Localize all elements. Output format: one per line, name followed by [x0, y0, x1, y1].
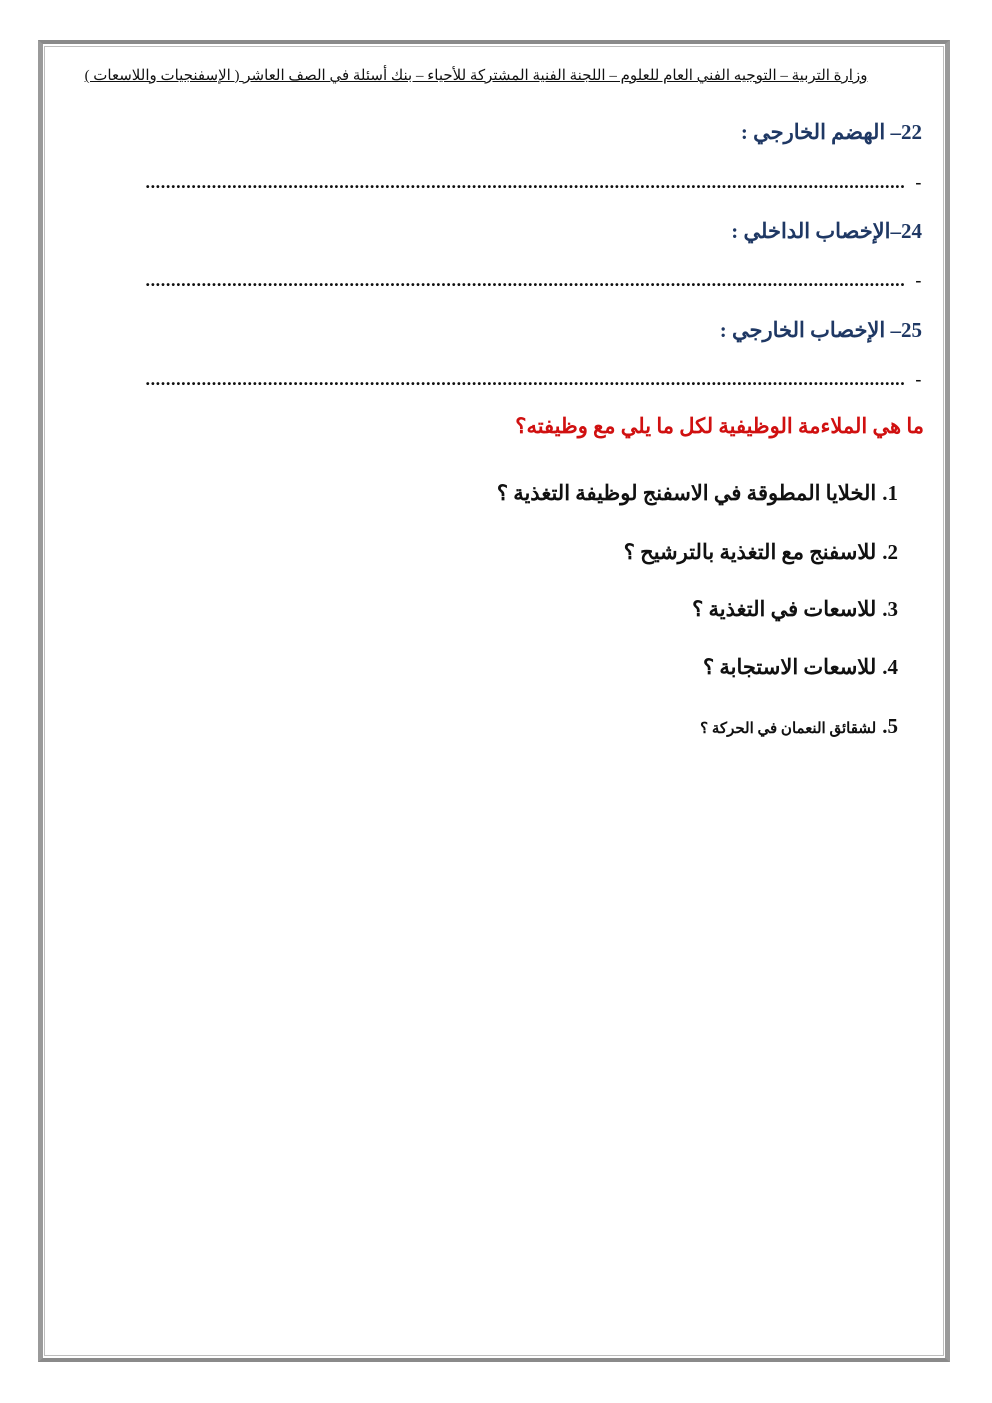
question-number: 25: [901, 318, 922, 342]
answer-line-22[interactable]: [72, 172, 922, 196]
list-item-3: [692, 597, 898, 622]
item-number: 4.: [882, 655, 898, 679]
question-label: –الإخصاب الداخلي :: [731, 219, 901, 243]
item-text: للاسفنج مع التغذية بالترشيح ؟: [623, 540, 877, 564]
page-header: وزارة التربية – التوجيه الفني العام للعلوم – اللجنة الفنية المشتركة للأحياء – بنك أسئلة في الصف العاشر ( الإسفنجيات واللاسعات ): [84, 68, 868, 84]
answer-dash: -: [915, 369, 922, 389]
list-item-5: [700, 714, 898, 739]
item-text: للاسعات الاستجابة ؟: [702, 655, 877, 679]
section-title: ما هي الملاءمة الوظيفية لكل ما يلي مع وظيفته؟: [515, 414, 924, 438]
question-24: [731, 219, 922, 244]
answer-dash: -: [915, 172, 922, 192]
item-number: 2.: [882, 540, 898, 564]
answer-dots: .....................................................................................................................................................: [145, 369, 906, 389]
item-number: 1.: [882, 481, 898, 505]
item-text: للاسعات في التغذية ؟: [692, 597, 877, 621]
list-item-4: [703, 655, 898, 680]
question-22: [741, 120, 922, 145]
question-25: [720, 318, 922, 343]
item-text: لشقائق النعمان في الحركة ؟: [700, 721, 877, 737]
item-text: الخلايا المطوقة في الاسفنج لوظيفة التغذية ؟: [496, 481, 877, 505]
item-number: 5.: [882, 714, 898, 738]
answer-dots: .....................................................................................................................................................: [145, 172, 906, 192]
answer-dots: .....................................................................................................................................................: [145, 270, 906, 290]
question-number: 24: [901, 219, 922, 243]
question-label: – الهضم الخارجي :: [740, 120, 901, 144]
list-item-2: [624, 540, 898, 565]
question-label: – الإخصاب الخارجي :: [719, 318, 901, 342]
list-item-1: [497, 481, 898, 506]
answer-dash: -: [915, 270, 922, 290]
answer-line-24[interactable]: [72, 270, 922, 294]
question-number: 22: [901, 120, 922, 144]
answer-line-25[interactable]: [72, 369, 922, 393]
item-number: 3.: [882, 597, 898, 621]
